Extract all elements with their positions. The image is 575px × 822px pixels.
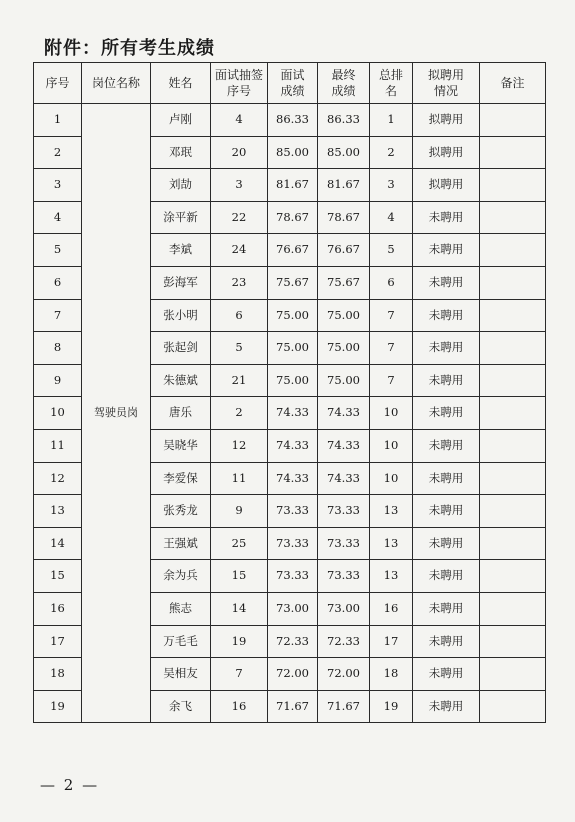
cell-interview-score: 74.33 <box>268 429 318 462</box>
cell-seq: 17 <box>34 625 82 658</box>
cell-remark <box>480 234 546 267</box>
cell-name: 张秀龙 <box>151 495 211 528</box>
cell-remark <box>480 299 546 332</box>
header-interview-line1: 面试 <box>280 67 305 82</box>
cell-remark <box>480 136 546 169</box>
cell-position-name: 驾驶员岗 <box>82 104 151 723</box>
cell-seq: 11 <box>34 429 82 462</box>
cell-final-score: 71.67 <box>318 690 370 723</box>
cell-interview-score: 86.33 <box>268 104 318 137</box>
cell-hire-status: 拟聘用 <box>413 169 480 202</box>
cell-rank: 10 <box>370 462 413 495</box>
cell-hire-status: 未聘用 <box>413 429 480 462</box>
cell-name: 刘劼 <box>151 169 211 202</box>
cell-hire-status: 未聘用 <box>413 690 480 723</box>
page-number: — 2 — <box>40 776 100 794</box>
cell-remark <box>480 332 546 365</box>
cell-name: 涂平新 <box>151 201 211 234</box>
cell-remark <box>480 690 546 723</box>
cell-seq: 5 <box>34 234 82 267</box>
cell-name: 李爱保 <box>151 462 211 495</box>
cell-interview-score: 75.00 <box>268 299 318 332</box>
cell-seq: 14 <box>34 527 82 560</box>
cell-final-score: 76.67 <box>318 234 370 267</box>
cell-remark <box>480 495 546 528</box>
cell-remark <box>480 169 546 202</box>
header-hire-line2: 情况 <box>433 84 458 98</box>
cell-name: 余飞 <box>151 690 211 723</box>
cell-rank: 4 <box>370 201 413 234</box>
cell-interview-score: 78.67 <box>268 201 318 234</box>
cell-rank: 2 <box>370 136 413 169</box>
header-remark: 备注 <box>480 63 546 104</box>
cell-interview-score: 72.33 <box>268 625 318 658</box>
cell-interview-score: 81.67 <box>268 169 318 202</box>
header-draw-number <box>211 63 268 104</box>
cell-remark <box>480 201 546 234</box>
cell-rank: 1 <box>370 104 413 137</box>
cell-name: 唐乐 <box>151 397 211 430</box>
cell-draw-number: 6 <box>211 299 268 332</box>
cell-hire-status: 未聘用 <box>413 495 480 528</box>
cell-name: 李斌 <box>151 234 211 267</box>
cell-hire-status: 未聘用 <box>413 364 480 397</box>
cell-interview-score: 74.33 <box>268 462 318 495</box>
cell-draw-number: 25 <box>211 527 268 560</box>
cell-rank: 13 <box>370 560 413 593</box>
header-interview-line2: 成绩 <box>280 84 305 98</box>
cell-rank: 17 <box>370 625 413 658</box>
cell-rank: 7 <box>370 332 413 365</box>
cell-hire-status: 未聘用 <box>413 462 480 495</box>
cell-final-score: 81.67 <box>318 169 370 202</box>
cell-final-score: 74.33 <box>318 429 370 462</box>
cell-name: 朱德斌 <box>151 364 211 397</box>
cell-name: 张小明 <box>151 299 211 332</box>
cell-seq: 2 <box>34 136 82 169</box>
cell-draw-number: 5 <box>211 332 268 365</box>
cell-hire-status: 未聘用 <box>413 625 480 658</box>
cell-final-score: 75.00 <box>318 364 370 397</box>
header-final-score <box>318 63 370 104</box>
cell-seq: 16 <box>34 592 82 625</box>
cell-draw-number: 19 <box>211 625 268 658</box>
cell-rank: 13 <box>370 495 413 528</box>
header-name: 姓名 <box>151 63 211 104</box>
cell-name: 吴晓华 <box>151 429 211 462</box>
cell-hire-status: 拟聘用 <box>413 104 480 137</box>
cell-interview-score: 74.33 <box>268 397 318 430</box>
cell-final-score: 73.33 <box>318 560 370 593</box>
cell-name: 熊志 <box>151 592 211 625</box>
cell-hire-status: 未聘用 <box>413 527 480 560</box>
cell-final-score: 73.00 <box>318 592 370 625</box>
cell-remark <box>480 104 546 137</box>
cell-seq: 13 <box>34 495 82 528</box>
cell-interview-score: 73.33 <box>268 527 318 560</box>
cell-hire-status: 拟聘用 <box>413 136 480 169</box>
cell-name: 彭海军 <box>151 266 211 299</box>
cell-final-score: 73.33 <box>318 527 370 560</box>
cell-seq: 4 <box>34 201 82 234</box>
cell-interview-score: 85.00 <box>268 136 318 169</box>
cell-remark <box>480 364 546 397</box>
cell-final-score: 72.00 <box>318 658 370 691</box>
cell-rank: 7 <box>370 299 413 332</box>
cell-draw-number: 23 <box>211 266 268 299</box>
cell-draw-number: 16 <box>211 690 268 723</box>
cell-hire-status: 未聘用 <box>413 658 480 691</box>
cell-seq: 12 <box>34 462 82 495</box>
cell-name: 吴相友 <box>151 658 211 691</box>
cell-draw-number: 3 <box>211 169 268 202</box>
document-title: 附件：所有考生成绩 <box>44 38 215 59</box>
cell-remark <box>480 625 546 658</box>
cell-name: 张起剑 <box>151 332 211 365</box>
cell-remark <box>480 527 546 560</box>
scores-table <box>33 62 546 723</box>
cell-draw-number: 14 <box>211 592 268 625</box>
table-body <box>34 104 546 723</box>
cell-rank: 10 <box>370 429 413 462</box>
cell-draw-number: 11 <box>211 462 268 495</box>
cell-draw-number: 20 <box>211 136 268 169</box>
cell-rank: 5 <box>370 234 413 267</box>
header-rank <box>370 63 413 104</box>
cell-rank: 7 <box>370 364 413 397</box>
cell-final-score: 75.67 <box>318 266 370 299</box>
cell-final-score: 74.33 <box>318 462 370 495</box>
cell-hire-status: 未聘用 <box>413 560 480 593</box>
header-final-line1: 最终 <box>331 67 356 82</box>
cell-interview-score: 72.00 <box>268 658 318 691</box>
header-rank-line2: 名 <box>384 84 397 98</box>
cell-draw-number: 7 <box>211 658 268 691</box>
header-seq: 序号 <box>34 63 82 104</box>
cell-seq: 9 <box>34 364 82 397</box>
cell-interview-score: 73.33 <box>268 560 318 593</box>
header-rank-line1: 总排 <box>378 67 403 82</box>
cell-final-score: 73.33 <box>318 495 370 528</box>
cell-draw-number: 21 <box>211 364 268 397</box>
cell-draw-number: 4 <box>211 104 268 137</box>
header-hire-status <box>413 63 480 104</box>
cell-interview-score: 75.00 <box>268 332 318 365</box>
cell-seq: 18 <box>34 658 82 691</box>
cell-hire-status: 未聘用 <box>413 332 480 365</box>
cell-hire-status: 未聘用 <box>413 266 480 299</box>
cell-seq: 19 <box>34 690 82 723</box>
cell-seq: 15 <box>34 560 82 593</box>
cell-final-score: 75.00 <box>318 332 370 365</box>
header-hire-line1: 拟聘用 <box>427 67 464 82</box>
cell-interview-score: 73.33 <box>268 495 318 528</box>
cell-hire-status: 未聘用 <box>413 397 480 430</box>
cell-rank: 13 <box>370 527 413 560</box>
cell-name: 卢刚 <box>151 104 211 137</box>
cell-remark <box>480 266 546 299</box>
cell-interview-score: 71.67 <box>268 690 318 723</box>
cell-hire-status: 未聘用 <box>413 299 480 332</box>
cell-seq: 8 <box>34 332 82 365</box>
table-header-row <box>34 63 546 104</box>
cell-interview-score: 73.00 <box>268 592 318 625</box>
cell-name: 邓珉 <box>151 136 211 169</box>
cell-draw-number: 22 <box>211 201 268 234</box>
cell-name: 王强斌 <box>151 527 211 560</box>
cell-seq: 10 <box>34 397 82 430</box>
cell-final-score: 86.33 <box>318 104 370 137</box>
cell-name: 余为兵 <box>151 560 211 593</box>
header-draw-line1: 面试抽签 <box>214 67 263 82</box>
cell-draw-number: 15 <box>211 560 268 593</box>
cell-interview-score: 75.67 <box>268 266 318 299</box>
cell-seq: 1 <box>34 104 82 137</box>
cell-final-score: 78.67 <box>318 201 370 234</box>
cell-remark <box>480 658 546 691</box>
cell-name: 万毛毛 <box>151 625 211 658</box>
header-position: 岗位名称 <box>82 63 151 104</box>
header-interview-score <box>268 63 318 104</box>
cell-draw-number: 2 <box>211 397 268 430</box>
cell-remark <box>480 462 546 495</box>
cell-remark <box>480 560 546 593</box>
cell-final-score: 75.00 <box>318 299 370 332</box>
cell-remark <box>480 592 546 625</box>
cell-seq: 6 <box>34 266 82 299</box>
cell-rank: 6 <box>370 266 413 299</box>
cell-final-score: 72.33 <box>318 625 370 658</box>
cell-rank: 18 <box>370 658 413 691</box>
cell-final-score: 74.33 <box>318 397 370 430</box>
cell-rank: 16 <box>370 592 413 625</box>
cell-seq: 7 <box>34 299 82 332</box>
cell-remark <box>480 397 546 430</box>
cell-draw-number: 9 <box>211 495 268 528</box>
cell-remark <box>480 429 546 462</box>
header-final-line2: 成绩 <box>331 84 356 98</box>
cell-hire-status: 未聘用 <box>413 201 480 234</box>
header-draw-line2: 序号 <box>226 84 251 98</box>
table-row <box>34 104 546 137</box>
cell-seq: 3 <box>34 169 82 202</box>
cell-rank: 3 <box>370 169 413 202</box>
cell-draw-number: 12 <box>211 429 268 462</box>
cell-hire-status: 未聘用 <box>413 592 480 625</box>
cell-rank: 19 <box>370 690 413 723</box>
cell-draw-number: 24 <box>211 234 268 267</box>
cell-interview-score: 75.00 <box>268 364 318 397</box>
cell-rank: 10 <box>370 397 413 430</box>
cell-final-score: 85.00 <box>318 136 370 169</box>
cell-interview-score: 76.67 <box>268 234 318 267</box>
cell-hire-status: 未聘用 <box>413 234 480 267</box>
